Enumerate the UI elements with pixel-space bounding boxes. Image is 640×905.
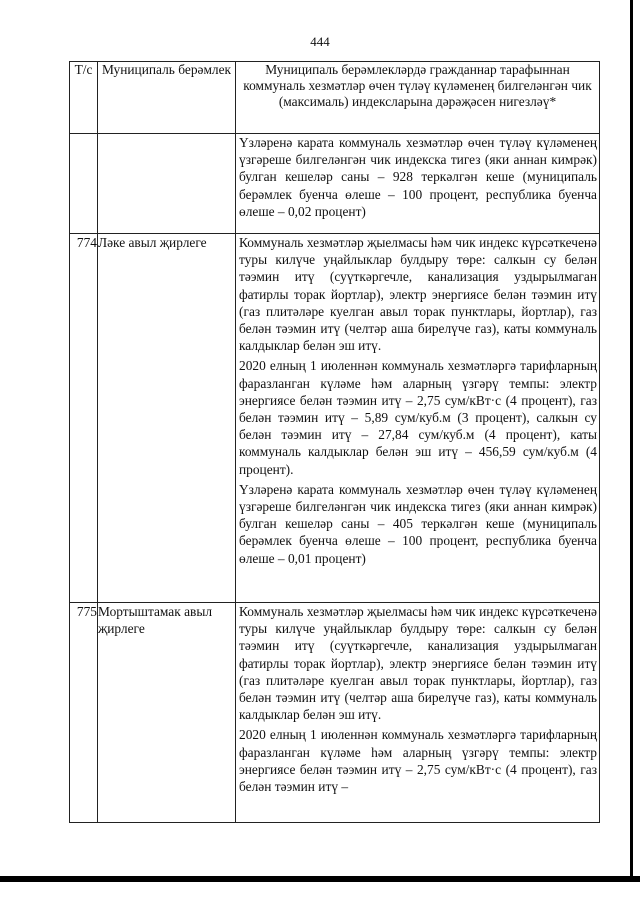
paragraph: Үзләренә карата коммуналь хезмәтләр өчен түләү күләменең үзгәреше билгеләнгән чик индекска тигез (яки аннан кимрәк) булган кешеләр саны – 928 теркәлгән кеше (муниципаль берәмлек буенча өлеше – 100 процент, республика буенча өлеше – 0,02 процент) bbox=[239, 135, 597, 219]
paragraph: 2020 елның 1 июленнән коммуналь хезмәтләргә тарифларның фаразланган күләме һәм аларның үзгәрү темпы: электр энергиясе белән тәэмин итү – 2,75 сум/кВт·с (4 процент), газ белән тәэмин итү – 5,89 сум/куб.м (3 процент), салкын су белән тәэмин итү – 27,84 сум/куб.м (4 процент), каты коммуналь калдыклар белән эш итү – 456,59 сум/куб.м (4 процент). bbox=[239, 358, 597, 477]
table-row bbox=[70, 134, 600, 234]
paragraph: Коммуналь хезмәтләр җыелмасы һәм чик индекс күрсәткеченә туры килүче уңайлыклар булдыру төре: салкын су белән тәэмин итү (суүткәргечле, канализация уздырылмаган фатирлы торак йортлар), электр энергиясе белән тәэмин итү (газ плитәләре куелган авыл торак пунктлары, йортлар), газ белән тәэмин итү (челтәр аша бирелүче газ), каты коммуналь калдыклар белән эш итү. bbox=[239, 604, 597, 723]
table-row bbox=[70, 603, 600, 823]
row-description bbox=[236, 603, 600, 823]
row-description bbox=[236, 234, 600, 603]
header-municipality: Муниципаль берәмлек bbox=[98, 62, 236, 134]
table-row bbox=[70, 234, 600, 603]
row-number bbox=[70, 134, 98, 234]
paragraph: Үзләренә карата коммуналь хезмәтләр өчен түләү күләменең үзгәреше билгеләнгән чик индекска тигез (яки аннан кимрәк) булган кешеләр саны – 405 теркәлгән кеше (муниципаль берәмлек буенча өлеше – 100 процент, республика буенча өлеше – 0,01 процент) bbox=[239, 481, 597, 566]
paragraph: Коммуналь хезмәтләр җыелмасы һәм чик индекс күрсәткеченә туры килүче уңайлыклар булдыру төре: салкын су белән тәэмин итү (суүткәргечле, канализация уздырылмаган фатирлы торак йортлар), электр энергиясе белән тәэмин итү (газ плитәләре куелган авыл торак пунктлары, йортлар), газ белән тәэмин итү (челтәр аша бирелүче газ), каты коммуналь калдыклар белән эш итү. bbox=[239, 235, 597, 354]
paragraph: 2020 елның 1 июленнән коммуналь хезмәтләргә тарифларның фаразланган күләме һәм аларның үзгәрү темпы: электр энергиясе белән тәэмин итү – 2,75 сум/кВт·с (4 процент), газ белән тәэмин итү – bbox=[239, 727, 597, 795]
row-number: 775 bbox=[70, 603, 98, 823]
page-number: 444 bbox=[310, 34, 330, 49]
row-number: 774 bbox=[70, 234, 98, 603]
tariff-table bbox=[69, 61, 600, 823]
header-number: Т/с bbox=[70, 62, 98, 134]
row-municipality: Ләке авыл җирлеге bbox=[98, 234, 236, 603]
row-description bbox=[236, 134, 600, 234]
scan-edge-bottom bbox=[0, 876, 640, 882]
header-criteria: Муниципаль берәмлекләрдә гражданнар тарафыннан коммуналь хезмәтләр өчен түләү күләменең билгеләнгән чик (максималь) индексларына дәрәҗәсен нигезләү* bbox=[236, 62, 600, 134]
row-municipality: Мортыштамак авыл җирлеге bbox=[98, 603, 236, 823]
scan-edge-right bbox=[630, 0, 633, 876]
row-municipality bbox=[98, 134, 236, 234]
table-header-row bbox=[70, 62, 600, 134]
